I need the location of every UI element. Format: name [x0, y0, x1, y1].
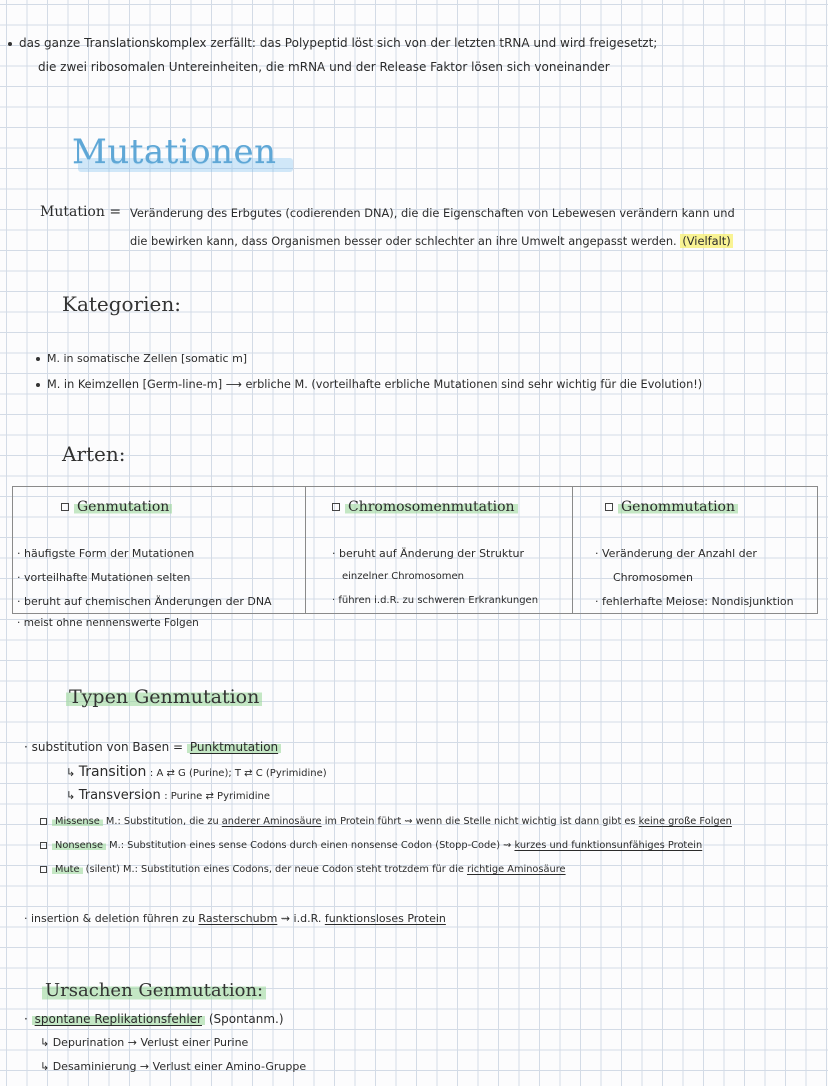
- bullet: [36, 383, 40, 387]
- arten-col-title-text: Genommutation: [618, 499, 738, 515]
- arten-table: [12, 486, 818, 629]
- checkbox-square-icon: [40, 818, 47, 825]
- transition-line: [66, 764, 327, 781]
- ursachen-heading-text: Ursachen Genmutation:: [42, 980, 266, 1001]
- arten-line: · führen i.d.R. zu schweren Erkrankungen: [332, 595, 539, 606]
- substitution-text: substitution von Basen =: [31, 740, 184, 754]
- mute-underline: richtige Aminosäure: [466, 864, 566, 875]
- arten-line: · fehlerhafte Meiose: Nondisjunktion: [595, 595, 794, 608]
- missense-label: Missense: [52, 816, 103, 827]
- insertion-line: · insertion & deletion führen zu Rasterschubm ⇝ i.d.R. funktionsloses Protein: [24, 912, 446, 925]
- transversion-label: Transversion: [78, 788, 161, 803]
- punktmutation-label: Punktmutation: [187, 740, 281, 754]
- page-title: [72, 132, 277, 172]
- checkbox-square-icon: [40, 866, 47, 873]
- spontanm-text: (Spontanm.): [208, 1012, 284, 1026]
- nonsense-underline: kurzes und funktionsunfähiges Protein: [514, 840, 703, 851]
- arten-column-genommutation: [573, 487, 818, 614]
- arten-col-title: [61, 499, 172, 515]
- arten-col-title: [332, 499, 518, 515]
- missense-underline-2: keine große Folgen: [638, 816, 732, 827]
- checkbox-square-icon: [61, 503, 69, 511]
- arten-line-text: fehlerhafte Meiose: Nondisjunktion: [602, 595, 794, 608]
- arten-col-title-text: Chromosomenmutation: [345, 499, 518, 515]
- arten-line: · vorteilhafte Mutationen selten: [17, 571, 191, 584]
- arten-column-genmutation: [13, 487, 306, 629]
- arten-line-text: häufigste Form der Mutationen: [24, 547, 195, 560]
- transversion-line: [66, 788, 270, 804]
- mute-text: (silent) M.: Substitution eines Codons, der neue Codon steht trotzdem für die: [85, 864, 464, 875]
- typen-heading: [66, 686, 262, 708]
- funktionslos-underline: funktionsloses Protein: [324, 912, 446, 925]
- arten-line-text: vorteilhafte Mutationen selten: [24, 571, 191, 584]
- arten-line-text: beruht auf chemischen Änderungen der DNA: [24, 595, 272, 608]
- mute-label: Mute: [52, 864, 83, 875]
- arten-line: · Veränderung der Anzahl der: [595, 547, 757, 560]
- arten-col-title: [605, 499, 738, 515]
- arten-line-text: beruht auf Änderung der Struktur: [339, 547, 525, 560]
- typen-heading-text: Typen Genmutation: [66, 686, 262, 708]
- nonsense-label: Nonsense: [52, 840, 106, 851]
- arten-col-title-text: Genmutation: [74, 499, 172, 515]
- intro-line-1: [8, 36, 657, 50]
- kategorien-item-1: [36, 352, 247, 365]
- nonsense-line: [40, 840, 702, 852]
- rasterschub-underline: Rasterschubm: [198, 912, 278, 925]
- missense-line: [40, 816, 732, 828]
- arten-line: · häufigste Form der Mutationen: [17, 547, 195, 560]
- missense-text-2: im Protein führt ⇝ wenn die Stelle nicht wichtig ist dann gibt es: [324, 816, 636, 827]
- arten-column-chromosomenmutation: [306, 487, 573, 614]
- ursachen-line-3: ↳ Desaminierung → Verlust einer Amino-Gruppe: [40, 1060, 307, 1073]
- definition-line-2: [130, 235, 733, 249]
- definition-text-2: die bewirken kann, dass Organismen besser oder schlechter an ihre Umwelt angepasst werden.: [130, 234, 677, 248]
- kategorien-item-2: [36, 378, 702, 392]
- substitution-line: · substitution von Basen = Punktmutation: [24, 740, 281, 754]
- checkbox-square-icon: [605, 503, 613, 511]
- arten-heading: Arten:: [62, 442, 126, 466]
- kategorien-item-text: M. in Keimzellen [Germ-line-m] ⟶ erbliche M. (vorteilhafte erbliche Mutationen sind sehr wichtig für die Evolution!): [47, 378, 703, 391]
- checkbox-square-icon: [40, 842, 47, 849]
- arten-line-text: führen i.d.R. zu schweren Erkrankungen: [338, 595, 539, 606]
- insertion-text: insertion & deletion führen zu: [31, 912, 195, 925]
- ursachen-line-1: · spontane Replikationsfehler (Spontanm.): [24, 1012, 284, 1026]
- intro-line-2: die zwei ribosomalen Untereinheiten, die mRNA und der Release Faktor lösen sich voneinander: [38, 60, 610, 74]
- bullet: [36, 357, 40, 361]
- replikationsfehler-label: spontane Replikationsfehler: [32, 1012, 205, 1026]
- arten-line: einzelner Chromosomen: [342, 571, 464, 582]
- insertion-text-2: ⇝ i.d.R.: [280, 912, 322, 925]
- arten-line-text: Veränderung der Anzahl der: [602, 547, 757, 560]
- arten-line-text: meist ohne nennenswerte Folgen: [23, 617, 199, 629]
- definition-highlight: (Vielfalt): [682, 234, 731, 248]
- definition-line-1: Veränderung des Erbgutes (codierenden DNA), die die Eigenschaften von Lebewesen verändern kann und: [130, 206, 735, 220]
- arten-line: Chromosomen: [613, 571, 694, 584]
- definition-term: Mutation =: [40, 204, 122, 220]
- kategorien-heading: Kategorien:: [62, 292, 181, 316]
- bullet: [8, 42, 12, 46]
- arten-line: · beruht auf chemischen Änderungen der DNA: [17, 595, 272, 608]
- arten-line: · meist ohne nennenswerte Folgen: [17, 617, 199, 629]
- ursachen-heading: [42, 980, 266, 1001]
- arten-line: · beruht auf Änderung der Struktur: [332, 547, 525, 560]
- intro-text-1: das ganze Translationskomplex zerfällt: das Polypeptid löst sich von der letzten tRNA und wird freigesetzt;: [19, 36, 658, 50]
- transversion-text: : Purine ⇄ Pyrimidine: [164, 791, 271, 802]
- arrow-icon: ↳: [66, 766, 76, 779]
- mute-line: [40, 864, 566, 876]
- missense-text: M.: Substitution, die zu: [105, 816, 219, 827]
- missense-underline: anderer Aminosäure: [221, 816, 322, 827]
- transition-text: : A ⇄ G (Purine); T ⇄ C (Pyrimidine): [149, 768, 327, 779]
- kategorien-item-text: M. in somatische Zellen [somatic m]: [47, 352, 248, 365]
- arrow-icon: ↳: [66, 789, 76, 802]
- title-text: Mutationen: [72, 132, 277, 172]
- checkbox-square-icon: [332, 503, 340, 511]
- ursachen-line-2: ↳ Depurination → Verlust einer Purine: [40, 1036, 249, 1049]
- nonsense-text: M.: Substitution eines sense Codons durch einen nonsense Codon (Stopp-Code) ⇝: [109, 840, 512, 851]
- transition-label: Transition: [78, 764, 147, 780]
